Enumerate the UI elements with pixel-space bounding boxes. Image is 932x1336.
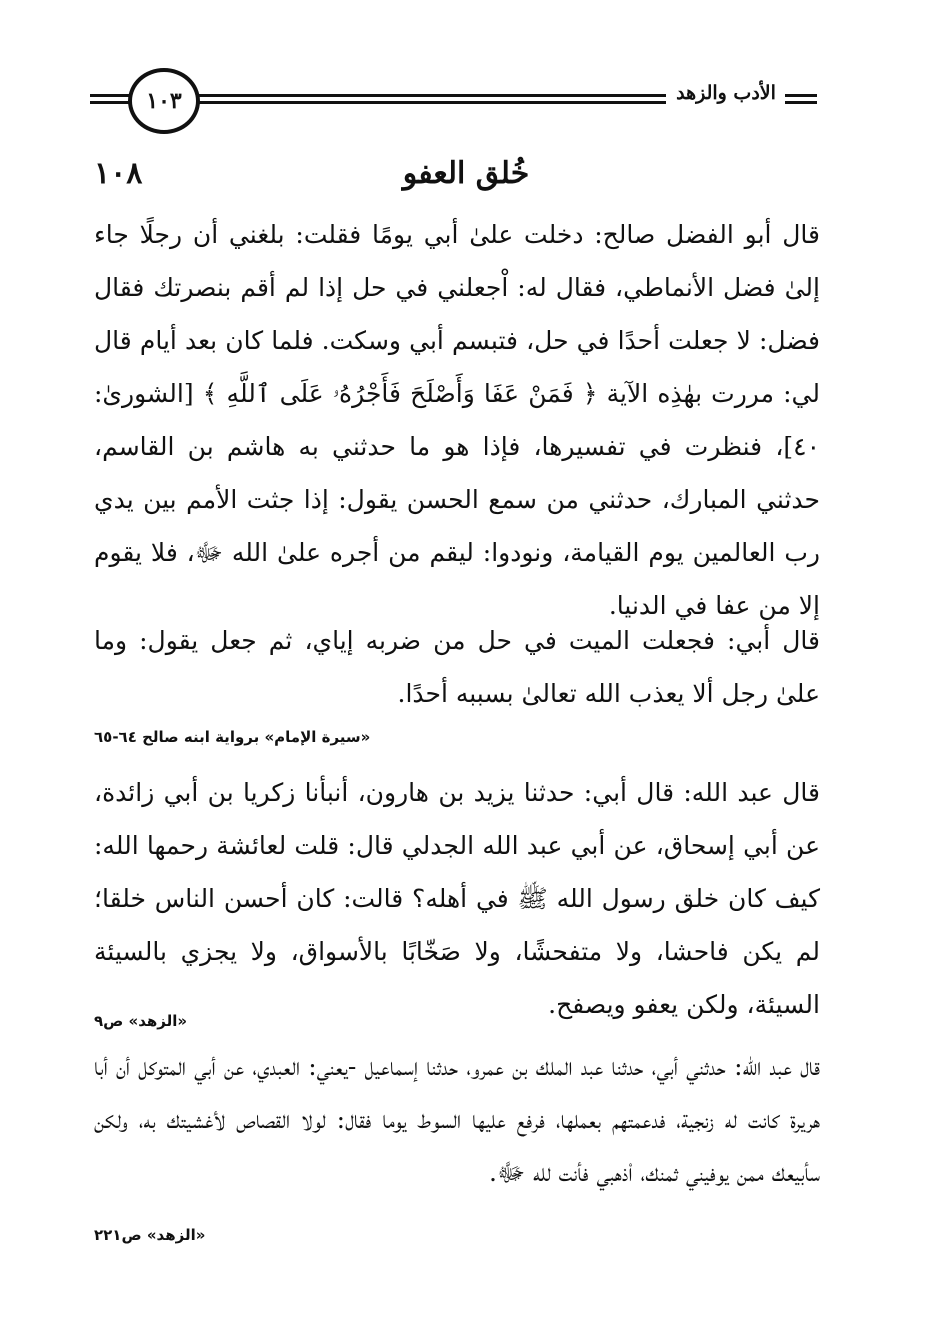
page-number: ١٠٣ bbox=[128, 68, 200, 134]
header-rule bbox=[196, 101, 666, 104]
header-rule bbox=[90, 94, 132, 97]
entry-2-source: «الزهد» ص٩ bbox=[94, 1012, 188, 1030]
entry-3-source: «الزهد» ص٢٢١ bbox=[94, 1226, 206, 1244]
entry-3-paragraph-1: قال عبد الله: حدثني أبي، حدثنا عبد الملك بن عمرو، حدثنا إسماعيل -يعني: العبدي، عن أبي المتوكل أن أبا هريرة كانت له زنجية، فدعمتهم بعملها، فرفع عليها السوط يوما فقال: لولا القصاص لأغشيتك به، ولكن سأبيعك ممن يوفيني ثمنك، اْذهبي فأنت لله ﷻ. bbox=[94, 1052, 820, 1187]
header-rule bbox=[90, 101, 132, 104]
header-rule bbox=[785, 94, 817, 97]
section-number: ١٠٨ bbox=[94, 156, 143, 191]
entry-1-paragraph-2: قال أبي: فجعلت الميت في حل من ضربه إياي، ثم جعل يقول: وما علىٰ رجل ألا يعذب الله تعالىٰ بسببه أحدًا. bbox=[94, 626, 820, 708]
entry-1-paragraph-1: قال أبو الفضل صالح: دخلت علىٰ أبي يومًا فقلت: بلغني أن رجلًا جاء إلىٰ فضل الأنماطي، فقال له: اْجعلني في حل إذا لم أقم بنصرتك فقال فضل: لا جعلت أحدًا في حل، فتبسم أبي وسكت. فلما كان بعد أيام قال لي: مررت بهٰذِه الآية ﴿ فَمَنْ عَفَا وَأَصْلَحَ فَأَجْرُهُۥ عَلَى ٱللَّهِ ﴾ [الشورىٰ: ٤٠]، فنظرت في تفسيرها، فإذا هو ما حدثني به هاشم بن القاسم، حدثني المبارك، حدثني من سمع الحسن يقول: إذا جثت الأمم بين يدي رب العالمين يوم القيامة، ونودوا: ليقم من أجره علىٰ الله ﷻ، فلا يقوم إلا من عفا في الدنيا. bbox=[94, 220, 820, 620]
running-title: الأدب والزهد bbox=[676, 82, 776, 104]
entry-1-source: «سيرة الإمام» برواية ابنه صالح ٦٤-٦٥ bbox=[94, 728, 371, 746]
header-rule bbox=[785, 101, 817, 104]
header-rule bbox=[196, 94, 666, 97]
section-title: خُلق العفو bbox=[402, 156, 530, 191]
entry-2-paragraph-1: قال عبد الله: قال أبي: حدثنا يزيد بن هارون، أنبأنا زكريا بن أبي زائدة، عن أبي إسحاق، عن أبي عبد الله الجدلي قال: قلت لعائشة رحمها الله: كيف كان خلق رسول الله ﷺ في أهله؟ قالت: كان أحسن الناس خلقا؛ لم يكن فاحشا، ولا متفحشًا، ولا صَخّابًا بالأسواق، ولا يجزي بالسيئة السيئة، ولكن يعفو ويصفح. bbox=[94, 778, 820, 1019]
